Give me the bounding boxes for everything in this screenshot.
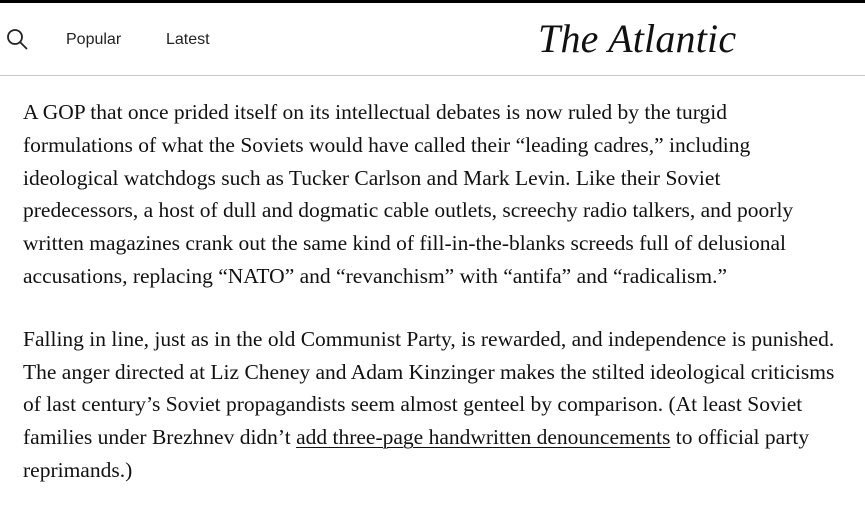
- site-header: [0, 3, 865, 76]
- paragraph-text: Falling in line, just as in the old Communist Party, is rewarded, and independence is punished. The anger directed at Liz Cheney and Adam Kinzinger makes the stilted ideological criticisms of last century’s Soviet propagandists seem almost genteel by comparison. (At least Soviet families under Brezhnev didn’t: [23, 326, 835, 450]
- paragraph-text: to official party reprimands.): [23, 425, 810, 482]
- article-paragraph: A GOP that once prided itself on its intellectual debates is now ruled by the turgid formulations of what the Soviets would have called their “leading cadres,” including ideological watchdogs such as Tucker Carlson and Mark Levin. Like their Soviet predecessors, a host of dull and dogmatic cable outlets, screechy radio talkers, and poorly written magazines crank out the same kind of fill-in-the-blanks screeds full of delusional accusations, replacing “NATO” and “revanchism” with “antifa” and “radicalism.”: [23, 100, 794, 288]
- article-paragraph: [23, 323, 835, 487]
- article-body: [23, 96, 835, 487]
- search-icon: [5, 27, 31, 53]
- nav-link-popular[interactable]: Popular: [66, 31, 122, 48]
- denouncements-link[interactable]: add three-page handwritten denouncements: [296, 425, 671, 450]
- site-logo[interactable]: The Atlantic: [538, 16, 737, 61]
- search-button[interactable]: [5, 27, 31, 53]
- nav-link-latest[interactable]: Latest: [166, 31, 210, 48]
